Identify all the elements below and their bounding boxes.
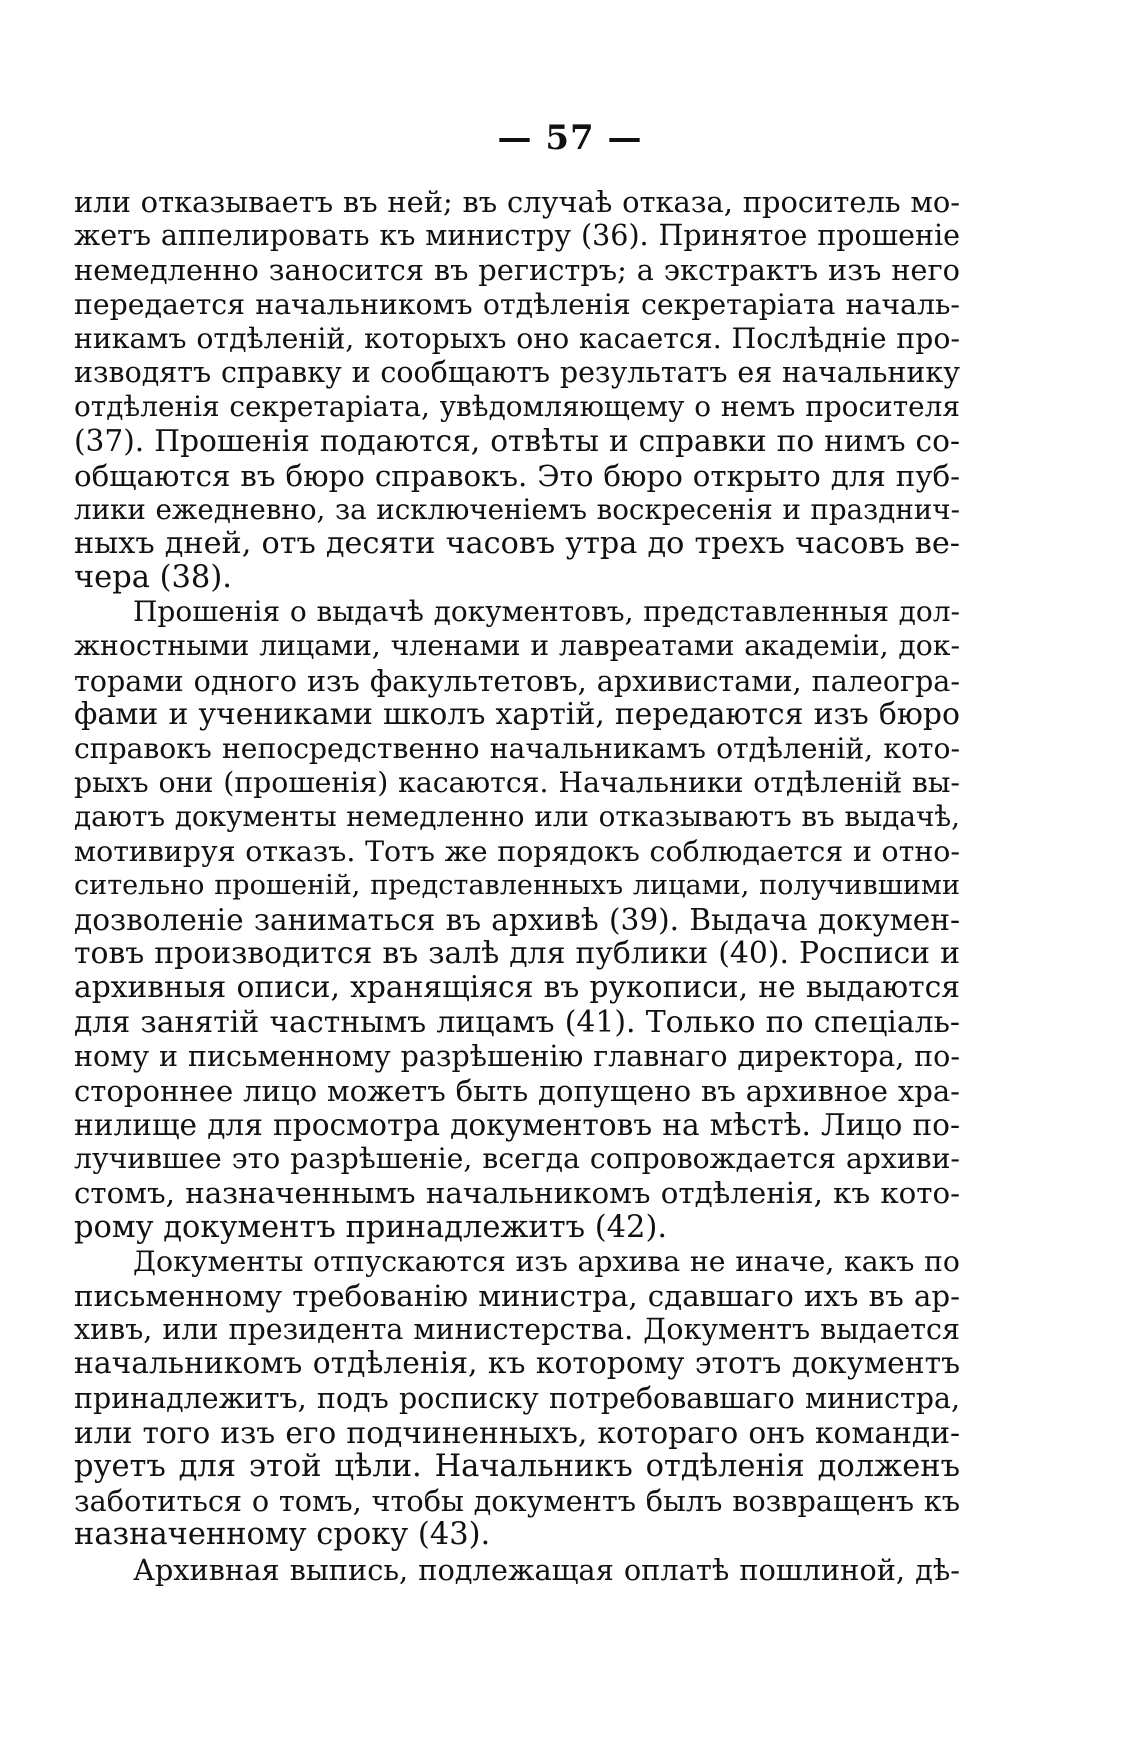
text-line: хивъ, или президента министерства. Документъ выдается xyxy=(74,1313,960,1347)
text-line: товъ производится въ залѣ для публики (40). Росписи и xyxy=(74,936,960,972)
text-line: письменному требованію министра, сдавшаго ихъ въ ар- xyxy=(74,1279,960,1313)
paragraph xyxy=(74,1245,960,1553)
text-line: для занятій частнымъ лицамъ (41). Только по спеціаль- xyxy=(74,1004,960,1040)
text-line: фами и учениками школъ хартій, передаются изъ бюро xyxy=(74,696,960,732)
paragraph xyxy=(74,1553,960,1587)
text-line: нилище для просмотра документовъ на мѣстѣ. Лицо по- xyxy=(74,1108,960,1143)
text-line: Документы отпускаются изъ архива не иначе, какъ по xyxy=(133,1244,960,1278)
text-line: рыхъ они (прошенія) касаются. Начальники отдѣленій вы- xyxy=(74,766,960,800)
text-line: или отказываетъ въ ней; въ случаѣ отказа, проситель мо- xyxy=(74,185,960,219)
paragraph xyxy=(74,185,960,595)
text-line: или того изъ его подчиненныхъ, котораго онъ команди- xyxy=(74,1414,960,1450)
text-line: Прошенія о выдачѣ документовъ, представленныя дол- xyxy=(133,595,960,629)
text-line: лики ежедневно, за исключеніемъ воскресенія и празднич- xyxy=(74,492,960,526)
text-line: никамъ отдѣленій, которыхъ оно касается. Послѣдніе про- xyxy=(74,321,960,355)
text-line: общаются въ бюро справокъ. Это бюро открыто для пуб- xyxy=(74,458,960,493)
text-line: торами одного изъ факультетовъ, архивистами, палеогра- xyxy=(74,663,960,698)
text-line: назначенному сроку (43). xyxy=(74,1517,491,1553)
body-text xyxy=(74,185,960,1587)
text-line: отдѣленія секретаріата, увѣдомляющему о немъ просителя xyxy=(74,390,960,424)
text-line: даютъ документы немедленно или отказываютъ въ выдачѣ, xyxy=(74,800,960,834)
text-line: ныхъ дней, отъ десяти часовъ утра до трехъ часовъ ве- xyxy=(74,525,960,561)
text-line: изводятъ справку и сообщаютъ результатъ ея начальнику xyxy=(74,355,960,389)
text-line: архивныя описи, хранящіяся въ рукописи, не выдаются xyxy=(74,970,960,1006)
text-line: передается начальникомъ отдѣленія секретаріата началь- xyxy=(74,287,960,321)
text-line: стомъ, назначеннымъ начальникомъ отдѣленія, къ кото- xyxy=(74,1176,960,1211)
paragraph xyxy=(74,595,960,1245)
text-line: руетъ для этой цѣли. Начальникъ отдѣленія долженъ xyxy=(74,1448,960,1484)
text-line: чера (38). xyxy=(74,560,232,596)
text-line: жностными лицами, членами и лавреатами академіи, док- xyxy=(74,629,960,663)
text-line: жетъ аппелировать къ министру (36). Принятое прошеніе xyxy=(74,219,960,253)
text-line: лучившее это разрѣшеніе, всегда сопровождается архиви- xyxy=(74,1142,960,1176)
text-line: рому документъ принадлежитъ (42). xyxy=(74,1209,668,1245)
text-line: (37). Прошенія подаются, отвѣты и справки по нимъ со- xyxy=(74,423,960,459)
page-number: — 57 — xyxy=(497,118,643,158)
text-line: начальникомъ отдѣленія, къ которому этотъ документъ xyxy=(74,1346,960,1382)
text-line: справокъ непосредственно начальникамъ отдѣленій, кото- xyxy=(74,732,960,765)
text-line: принадлежитъ, подъ росписку потребовавшаго министра, xyxy=(74,1381,960,1415)
text-line: немедленно заносится въ регистръ; а экстрактъ изъ него xyxy=(74,253,960,288)
text-line: заботиться о томъ, чтобы документъ былъ возвращенъ къ xyxy=(74,1484,960,1519)
text-line: дозволеніе заниматься въ архивѣ (39). Выдача докумен- xyxy=(74,902,960,937)
text-line: стороннее лицо можетъ быть допущено въ архивное хра- xyxy=(74,1073,960,1108)
text-line: Архивная выпись, подлежащая оплатѣ пошлиной, дѣ- xyxy=(133,1552,960,1587)
text-line: мотивируя отказъ. Тотъ же порядокъ соблюдается и отно- xyxy=(74,834,960,868)
text-line: ному и письменному разрѣшенію главнаго директора, по- xyxy=(74,1039,960,1073)
text-line: сительно прошеній, представленныхъ лицами, получившими xyxy=(74,869,960,901)
